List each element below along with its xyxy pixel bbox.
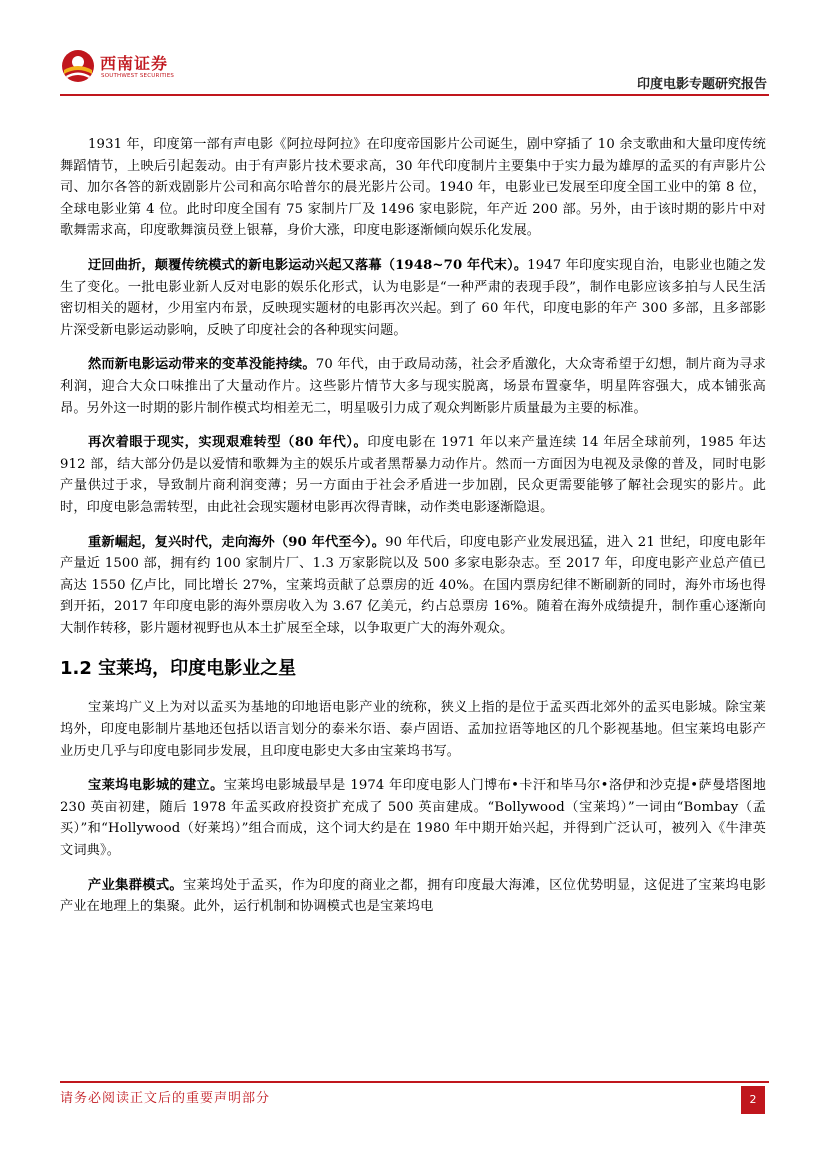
paragraph-lead-bold: 宝莱坞电影城的建立。 [88, 778, 224, 794]
paragraph-lead-bold: 再次着眼于现实，实现艰难转型（80 年代）。 [88, 435, 368, 451]
company-logo [60, 48, 180, 88]
disclaimer-text: 请务必阅读正文后的重要声明部分 [60, 1091, 271, 1106]
paragraph-bollywood-definition: 宝莱坞广义上为对以孟买为基地的印地语电影产业的统称，狭义上指的是位于孟买西北郊外的孟买电影城。除宝莱坞外，印度电影制片基地还包括以语言划分的泰米尔语、泰卢固语、孟加拉语等地区的几个影视基地。但宝莱坞电影产业历史几乎与印度电影同步发展，且印度电影史大多由宝莱坞书写。 [60, 700, 766, 759]
paragraph-lead-bold: 重新崛起，复兴时代，走向海外（90 年代至今）。 [88, 534, 386, 550]
paragraph-text: 90 年代后，印度电影产业发展迅猛，进入 21 世纪，印度电影年产量近 1500 部，拥有约 100 家制片厂、1.3 万家影院以及 500 多家电影杂志。至 2017 年，印度电影产业总产值已高达 1550 亿卢比，同比增长 27%，宝莱坞贡献了总票房的近 40%。在国内票房纪律不断刷新的同时，海外市场也得到开拓，2017 年印度电影的海外票房收入为 3.67 亿美元，约占总票房 16%。随着在海外成绩提升，制作重心逐渐向大制作转移，影片题材视野也从本土扩展至全球，以争取更广大的海外观众。 [60, 534, 766, 636]
logo-chinese-name: 西南证券 [100, 54, 169, 73]
report-title: 印度电影专题研究报告 [636, 77, 767, 92]
logo-english-name: SOUTHWEST SECURITIES [101, 73, 175, 79]
paragraph-lead-bold: 产业集群模式。 [88, 877, 183, 893]
paragraph-80s-transition [60, 432, 766, 518]
footer-divider [60, 1081, 769, 1083]
paragraph-70s-action-films [60, 354, 766, 419]
paragraph-lead-bold: 然而新电影运动带来的变革没能持续。 [88, 357, 316, 373]
paragraph-90s-revival [60, 532, 766, 640]
paragraph-lead-bold: 迂回曲折，颠覆传统模式的新电影运动兴起又落幕（1948~70 年代末）。 [88, 257, 528, 273]
paragraph-film-city-founding [60, 775, 766, 861]
paragraph-new-cinema-movement [60, 255, 766, 341]
page-footer [0, 1075, 827, 1135]
page-number: 2 [741, 1086, 765, 1114]
paragraph-industry-cluster [60, 875, 766, 918]
header-divider [60, 94, 769, 96]
section-heading: 1.2 宝莱坞，印度电影业之星 [60, 658, 297, 680]
paragraph-text: 宝莱坞处于孟买，作为印度的商业之都，拥有印度最大海滩，区位优势明显，这促进了宝莱坞电影产业在地理上的集聚。此外，运行机制和协调模式也是宝莱坞电 [60, 877, 766, 915]
paragraph-text: 1947 年印度实现自治，电影业也随之发生了变化。一批电影业新人反对电影的娱乐化形式，认为电影是“一种严肃的表现手段”，制作电影应该多拍与人民生活密切相关的题材，少用室内布景，反映现实题材的电影再次兴起。到了 60 年代，印度电影的年产 300 多部，且多部影片深受新电影运动影响，反映了印度社会的各种现实问题。 [60, 257, 766, 338]
paragraph-text: 印度电影在 1971 年以来产量连续 14 年居全球前列，1985 年达 912 部，结大部分仍是以爱情和歌舞为主的娱乐片或者黑帮暴力动作片。然而一方面因为电视及录像的普及，同时电影产量供过于求，导致制片商利润变薄；另一方面由于社会矛盾进一步加剧，民众更需要能够了解社会现实的影片。此时，印度电影急需转型，由此社会现实题材电影再次得青睐，动作类电影逐渐隐退。 [60, 435, 766, 515]
paragraph-text: 宝莱坞电影城最早是 1974 年印度电影人门博布•卡汗和毕马尔•洛伊和沙克提•萨曼塔图地 230 英亩初建，随后 1978 年孟买政府投资扩充成了 500 英亩建成。“Bollywood（宝莱坞）”一词由“Bombay（孟买）”和“Hollywood（好莱坞）”组合而成，这个词大约是在 1980 年中期开始兴起，并得到广泛认可，被列入《牛津英文词典》。 [60, 778, 766, 859]
page-header [0, 0, 827, 100]
paragraph-1931-sound-film: 1931 年，印度第一部有声电影《阿拉母阿拉》在印度帝国影片公司诞生，剧中穿插了 10 余支歌曲和大量印度传统舞蹈情节，上映后引起轰动。由于有声影片技术要求高，30 年代印度制片主要集中于实力最为雄厚的孟买的有声影片公司、加尔各答的新戏剧影片公司和高尔哈普尔的晨光影片公司。1940 年，电影业已发展至印度全国工业中的第 8 位，全球电影业第 4 位。此时印度全国有 75 家制片厂及 1496 家电影院，年产近 200 部。另外，由于该时期的影片中对歌舞需求高，印度歌舞演员登上银幕，身价大涨，印度电影逐渐倾向娱乐化发展。 [60, 137, 766, 239]
paragraph-text: 70 年代，由于政局动荡，社会矛盾激化，大众寄希望于幻想，制片商为寻求利润，迎合大众口味推出了大量动作片。这些影片情节大多与现实脱离，场景布置豪华，明星阵容强大，成本铺张高昂。另外这一时期的影片制作模式均相差无二，明星吸引力成了观众判断影片质量最为主要的标准。 [60, 357, 766, 416]
logo-emblem-icon [60, 48, 96, 84]
document-body [60, 134, 766, 931]
